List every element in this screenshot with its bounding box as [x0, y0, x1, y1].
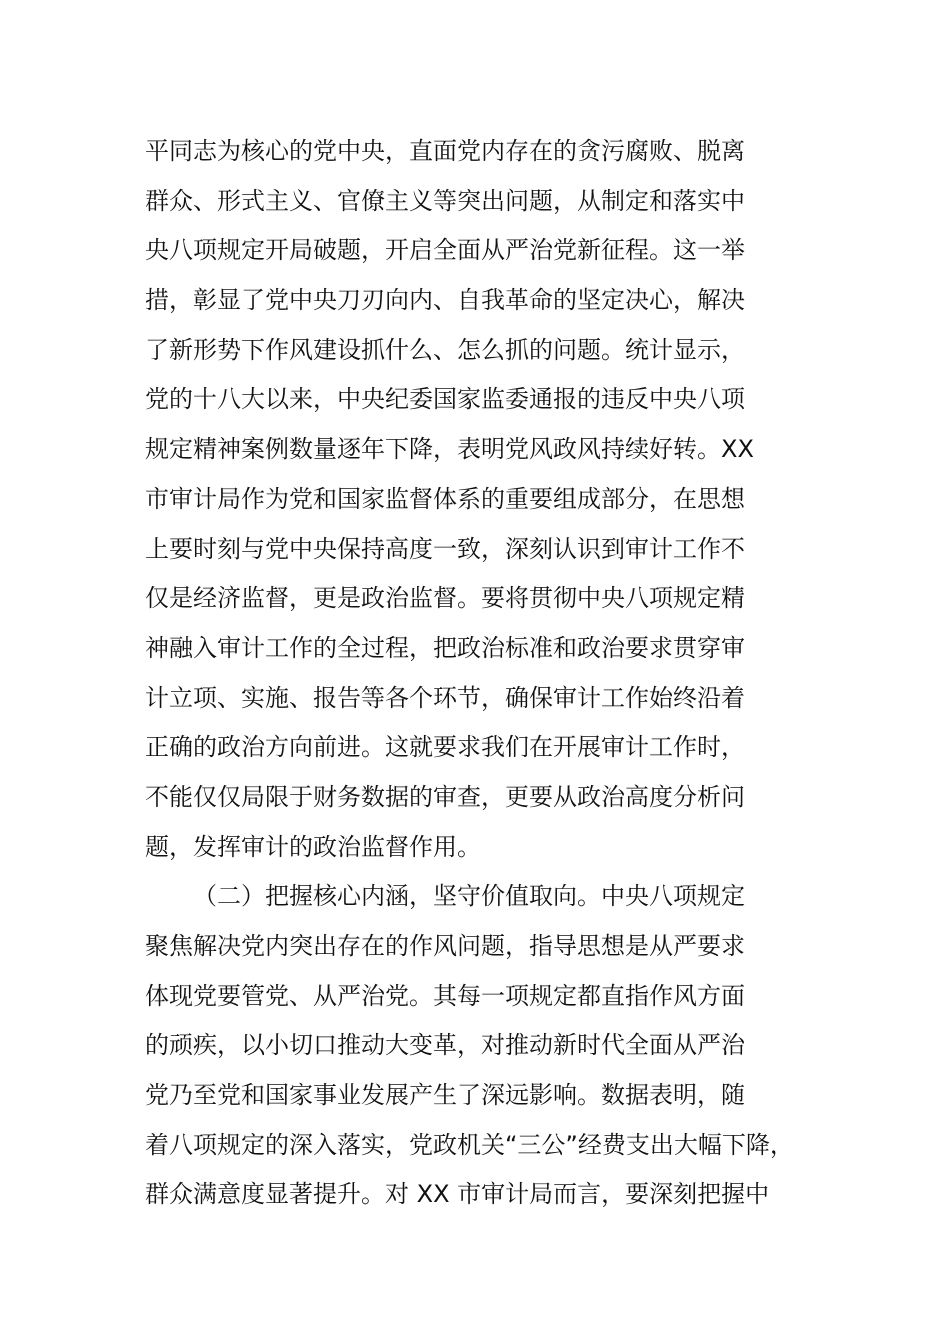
paragraph-line: 央八项规定开局破题，开启全面从严治党新征程。这一举 [145, 236, 745, 265]
paragraph-line: 题，发挥审计的政治监督作用。 [145, 832, 481, 861]
paragraph-line: 措，彰显了党中央刀刃向内、自我革命的坚定决心，解决 [145, 286, 745, 315]
paragraph-line: 不能仅仅局限于财务数据的审查，更要从政治高度分析问 [145, 782, 745, 811]
paragraph-line: 正确的政治方向前进。这就要求我们在开展审计工作时， [145, 733, 745, 762]
paragraph-line: 着八项规定的深入落实，党政机关“三公”经费支出大幅下降， [145, 1130, 794, 1159]
document-body [145, 127, 835, 1220]
paragraph-line: 党的十八大以来，中央纪委国家监委通报的违反中央八项 [145, 385, 745, 414]
paragraph-line: 群众满意度显著提升。对 XX 市审计局而言，要深刻把握中 [145, 1180, 770, 1209]
paragraph-line: 神融入审计工作的全过程，把政治标准和政治要求贯穿审 [145, 633, 745, 662]
paragraph-line: 党乃至党和国家事业发展产生了深远影响。数据表明，随 [145, 1081, 745, 1110]
paragraph-2 [145, 872, 835, 1220]
paragraph-line: 规定精神案例数量逐年下降，表明党风政风持续好转。XX [145, 435, 754, 464]
paragraph-line: 了新形势下作风建设抓什么、怎么抓的问题。统计显示， [145, 335, 745, 364]
paragraph-line: 聚焦解决党内突出存在的作风问题，指导思想是从严要求 [145, 932, 745, 960]
paragraph-line: 上要时刻与党中央保持高度一致，深刻认识到审计工作不 [145, 534, 745, 563]
paragraph-1 [145, 127, 835, 872]
paragraph-line: 体现党要管党、从严治党。其每一项规定都直指作风方面 [145, 981, 745, 1010]
paragraph-line: 平同志为核心的党中央，直面党内存在的贪污腐败、脱离 [145, 137, 745, 165]
paragraph-line: 市审计局作为党和国家监督体系的重要组成部分，在思想 [145, 484, 745, 513]
paragraph-line: 计立项、实施、报告等各个环节，确保审计工作始终沿着 [145, 683, 745, 712]
paragraph-line: 的顽疾，以小切口推动大变革，对推动新时代全面从严治 [145, 1031, 745, 1060]
paragraph-line: 仅是经济监督，更是政治监督。要将贯彻中央八项规定精 [145, 584, 745, 613]
section-heading-line: （二）把握核心内涵，坚守价值取向。中央八项规定 [193, 882, 745, 911]
paragraph-line: 群众、形式主义、官僚主义等突出问题，从制定和落实中 [145, 186, 745, 215]
